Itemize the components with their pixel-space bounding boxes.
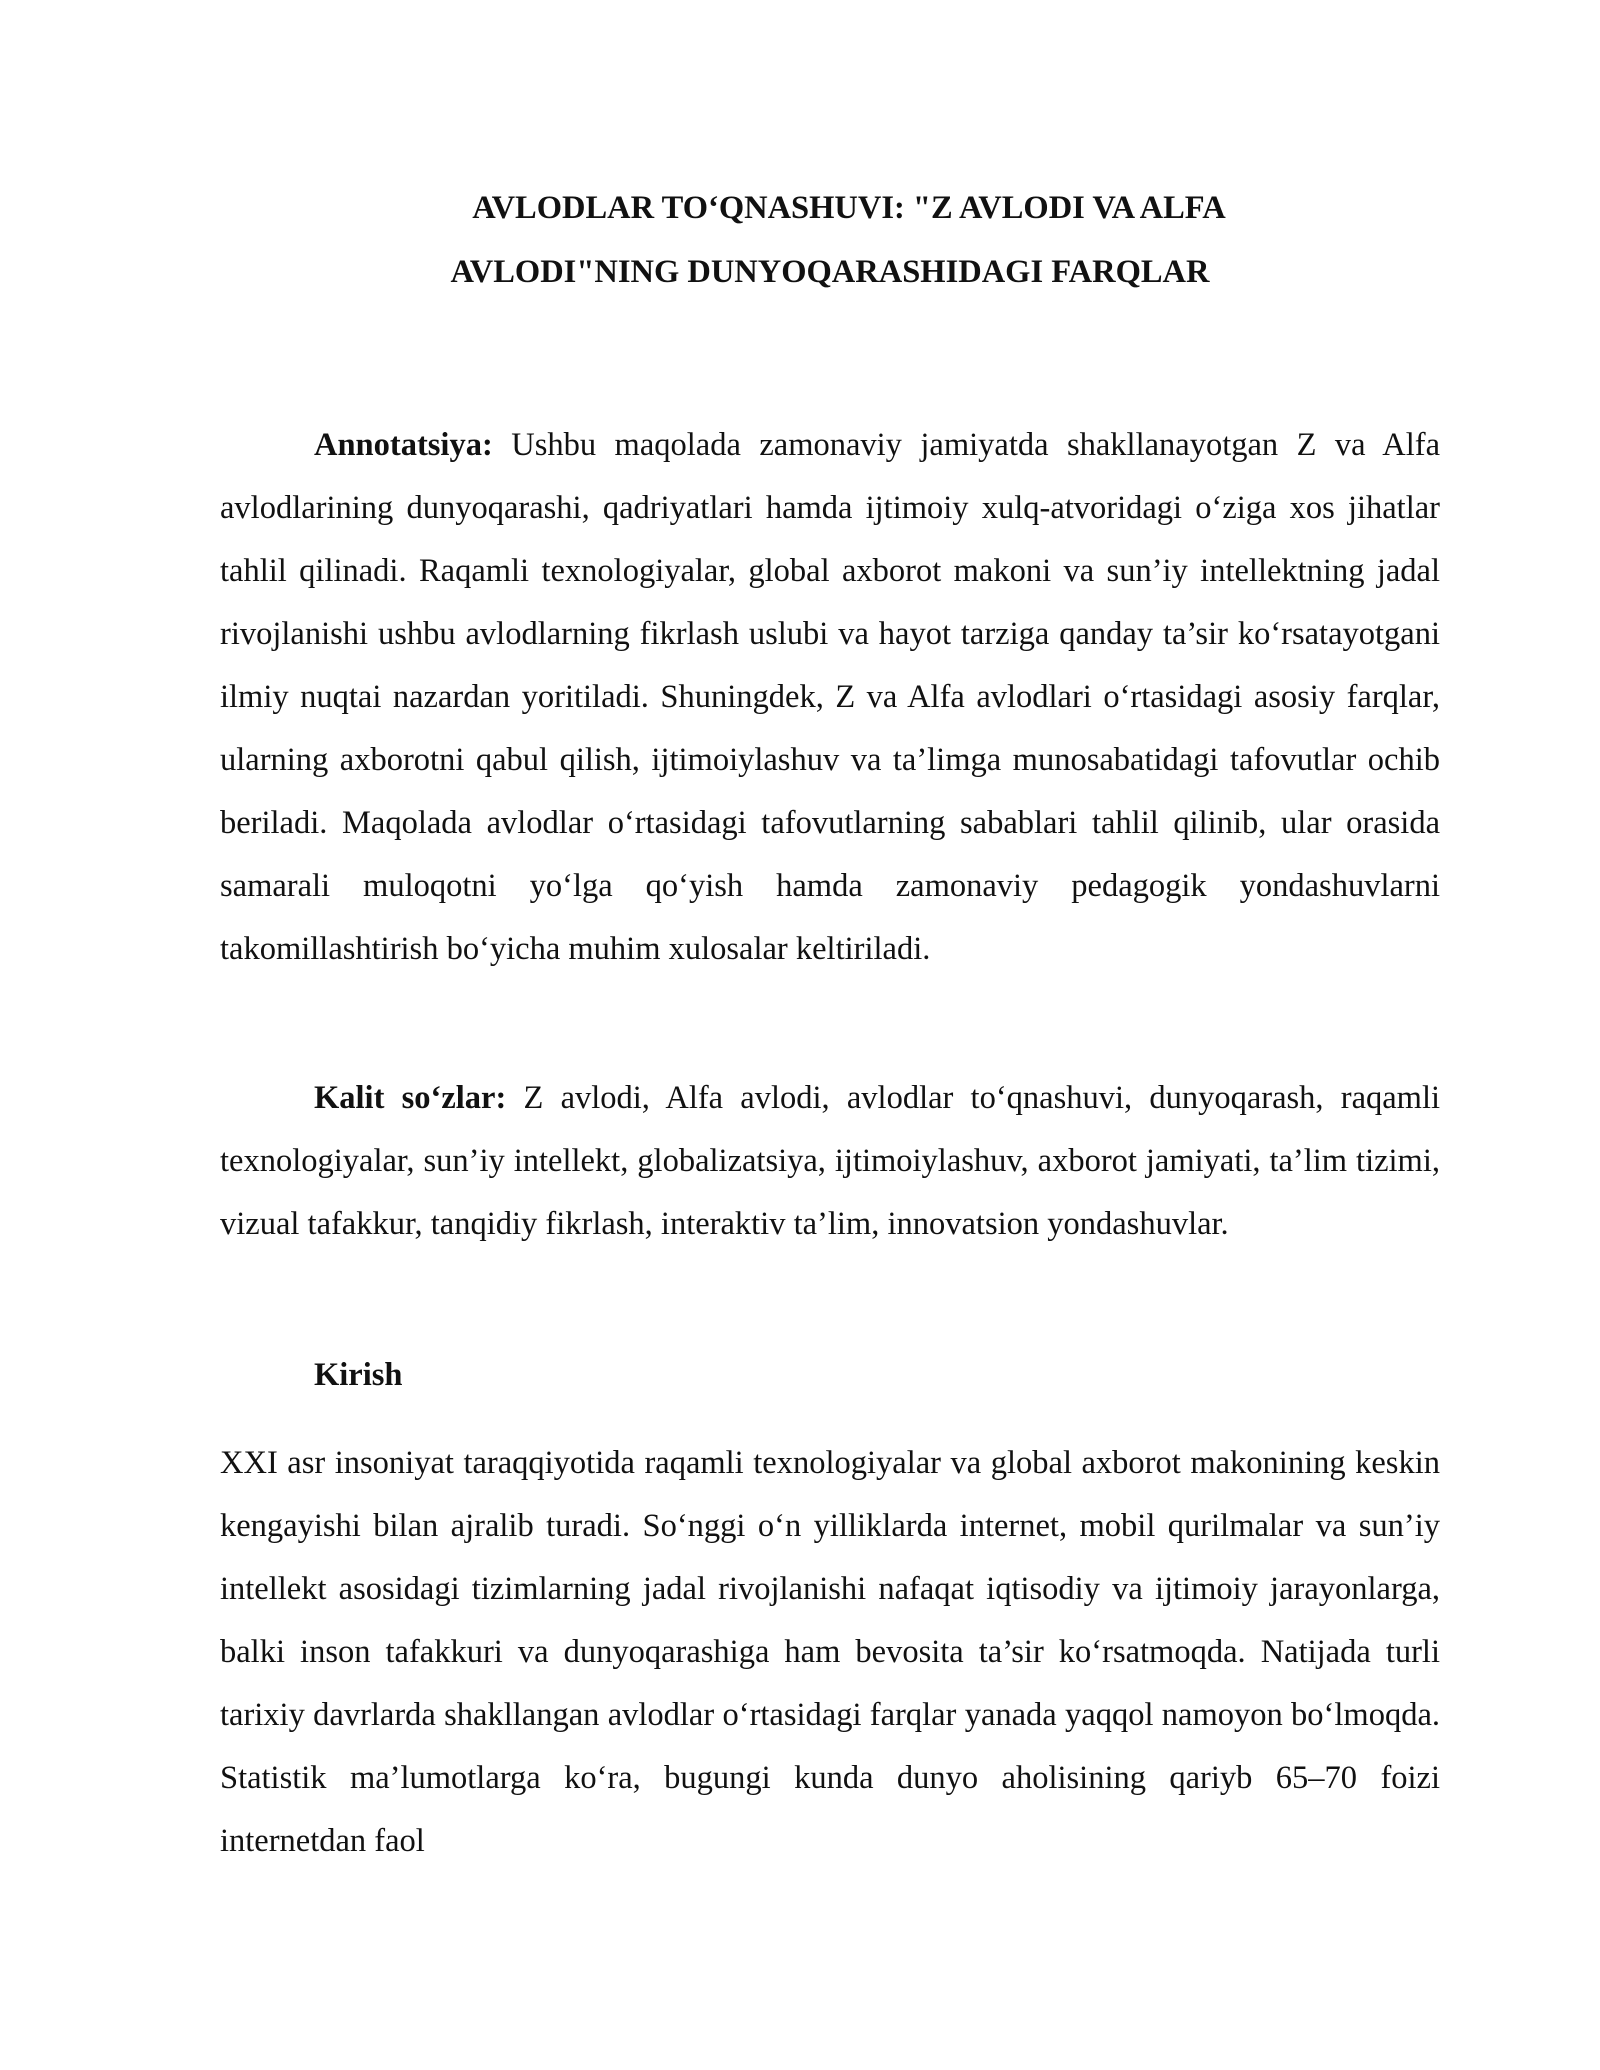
abstract-label: Annotatsiya: — [314, 427, 493, 463]
title-line-2: AVLODI"NING DUNYOQARASHIDAGI FARQLAR — [450, 254, 1210, 290]
abstract-text: Ushbu maqolada zamonaviy jamiyatda shakllanayotgan Z va Alfa avlodlarining dunyoqarashi, qadriyatlari hamda ijtimoiy xulq-atvoridagi o‘ziga xos jihatlar tahlil qilinadi. Raqamli texnologiyalar, global axborot makoni va sun’iy intellektning jadal rivojlanishi ushbu avlodlarning fikrlash uslubi va hayot tarziga qanday ta’sir ko‘rsatayotgani ilmiy nuqtai nazardan yoritiladi. Shuningdek, Z va Alfa avlodlari o‘rtasidagi asosiy farqlar, ularning axborotni qabul qilish, ijtimoiylashuv va ta’limga munosabatidagi tafovutlar ochib beriladi. Maqolada avlodlar o‘rtasidagi tafovutlarning sabablari tahlil qilinib, ular orasida samarali muloqotni yo‘lga qo‘yish hamda zamonaviy pedagogik yondashuvlarni takomillashtirish bo‘yicha muhim xulosalar keltiriladi. — [220, 427, 1440, 967]
keywords-text: Z avlodi, Alfa avlodi, avlodlar to‘qnashuvi, dunyoqarash, raqamli texnologiyalar, sun’iy intellekt, globalizatsiya, ijtimoiylashuv, axborot jamiyati, ta’lim tizimi, vizual tafakkur, tanqidiy fikrlash, interaktiv ta’lim, innovatsion yondashuvlar. — [220, 1080, 1441, 1242]
section-heading-kirish: Kirish — [314, 1357, 403, 1393]
abstract-paragraph — [220, 414, 1440, 981]
title-line-1: AVLODLAR TO‘QNASHUVI: "Z AVLODI VA ALFA — [472, 190, 1226, 226]
keywords-paragraph — [220, 1067, 1440, 1256]
keywords-label: Kalit so‘zlar: — [314, 1080, 507, 1116]
intro-paragraph: XXI asr insoniyat taraqqiyotida raqamli texnologiyalar va global axborot makonining keskin kengayishi bilan ajralib turadi. So‘nggi o‘n yilliklarda internet, mobil qurilmalar va sun’iy intellekt asosidagi tizimlarning jadal rivojlanishi nafaqat iqtisodiy va ijtimoiy jarayonlarga, balki inson tafakkuri va dunyoqarashiga ham bevosita ta’sir ko‘rsatmoqda. Natijada turli tarixiy davrlarda shakllangan avlodlar o‘rtasidagi farqlar yanada yaqqol namoyon bo‘lmoqda. Statistik ma’lumotlarga ko‘ra, bugungi kunda dunyo aholisining qariyb 65–70 foizi internetdan faol — [220, 1445, 1440, 1859]
document-title — [220, 176, 1440, 304]
